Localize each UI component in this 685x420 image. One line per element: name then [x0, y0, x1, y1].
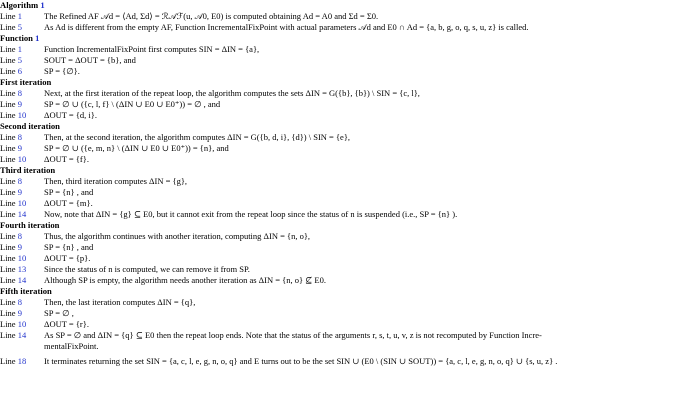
- line-entry: Line 10 ΔOUT = {m}.: [0, 198, 93, 208]
- line-entry: Line 14 As SP = ∅ and ΔIN = {q} ⊆ E0 then the repeat loop ends. Note that the status of the arguments r, s, t, u, v, z is not recomputed by Function Incre-: [0, 330, 542, 340]
- function-heading: Function 1: [0, 33, 40, 43]
- line-entry: Line 5 As Ad is different from the empty AF, Function IncrementalFixPoint with actual parameters 𝒜d and E0 ∩ Ad = {a, b, g, o, q, s, u, z} is called.: [0, 22, 529, 32]
- fifth-iteration-heading: Fifth iteration: [0, 286, 52, 296]
- first-iteration-heading: First iteration: [0, 77, 52, 87]
- line-entry: Line 9 SP = ∅ ∪ ({e, m, n} \ (ΔIN ∪ E0 ∪ E0⁺)) = {n}, and: [0, 143, 229, 153]
- line-entry: Line 9 SP = ∅ ∪ ({c, l, f} \ (ΔIN ∪ E0 ∪ E0⁺)) = ∅ , and: [0, 99, 221, 109]
- line-continuation: mentalFixPoint.: [44, 341, 99, 351]
- line-entry: Line 8 Then, the last iteration computes ΔIN = {q},: [0, 297, 196, 307]
- line-entry: Line 6 SP = {∅}.: [0, 66, 80, 76]
- line-entry: Line 1 Function IncrementalFixPoint first computes SIN = ΔIN = {a},: [0, 44, 260, 54]
- second-iteration-heading: Second iteration: [0, 121, 60, 131]
- line-entry: Line 10 ΔOUT = {r}.: [0, 319, 89, 329]
- line-entry: Line 8 Thus, the algorithm continues with another iteration, computing ΔIN = {n, o},: [0, 231, 311, 241]
- line-entry: Line 13 Since the status of n is computed, we can remove it from SP.: [0, 264, 250, 274]
- line-entry: Line 9 SP = {n} , and: [0, 187, 94, 197]
- third-iteration-heading: Third iteration: [0, 165, 56, 175]
- line-entry: Line 14 Now, note that ΔIN = {g} ⊆ E0, but it cannot exit from the repeat loop since the status of n is suspended (i.e., SP = {n} ).: [0, 209, 458, 219]
- line-entry: Line 8 Then, third iteration computes ΔIN = {g},: [0, 176, 188, 186]
- line-entry: Line 1 The Refined AF 𝒜d = ⟨Ad, Σd⟩ = ℛ𝒜ℱ(u, 𝒜0, E0) is computed obtaining Ad = A0 and Σd = Σ0.: [0, 11, 379, 21]
- line-entry: Line 5 SOUT = ΔOUT = {b}, and: [0, 55, 136, 65]
- line-entry: Line 8 Next, at the first iteration of the repeat loop, the algorithm computes the sets ΔIN = G({b}, {b}) \ SIN = {c, l},: [0, 88, 420, 98]
- algorithm-heading: Algorithm 1: [0, 0, 45, 10]
- line-entry: Line 8 Then, at the second iteration, the algorithm computes ΔIN = G({b, d, i}, {d}) \ SIN = {e},: [0, 132, 351, 142]
- line-entry: Line 10 ΔOUT = {f}.: [0, 154, 89, 164]
- line-entry: Line 9 SP = {n} , and: [0, 242, 94, 252]
- line-entry: Line 18 It terminates returning the set SIN = {a, c, l, e, g, n, o, q} and E turns out to be the set SIN ∪ (E0 \ (SIN ∪ SOUT)) = {a, c, l, e, g, n, o, q} ∪ {s, u, z} .: [0, 356, 558, 366]
- fourth-iteration-heading: Fourth iteration: [0, 220, 60, 230]
- line-entry: Line 10 ΔOUT = {p}.: [0, 253, 91, 263]
- line-entry: Line 10 ΔOUT = {d, i}.: [0, 110, 97, 120]
- line-entry: Line 9 SP = ∅ ,: [0, 308, 74, 318]
- line-entry: Line 14 Although SP is empty, the algorithm needs another iteration as ΔIN = {n, o} ⊈ E0.: [0, 275, 326, 285]
